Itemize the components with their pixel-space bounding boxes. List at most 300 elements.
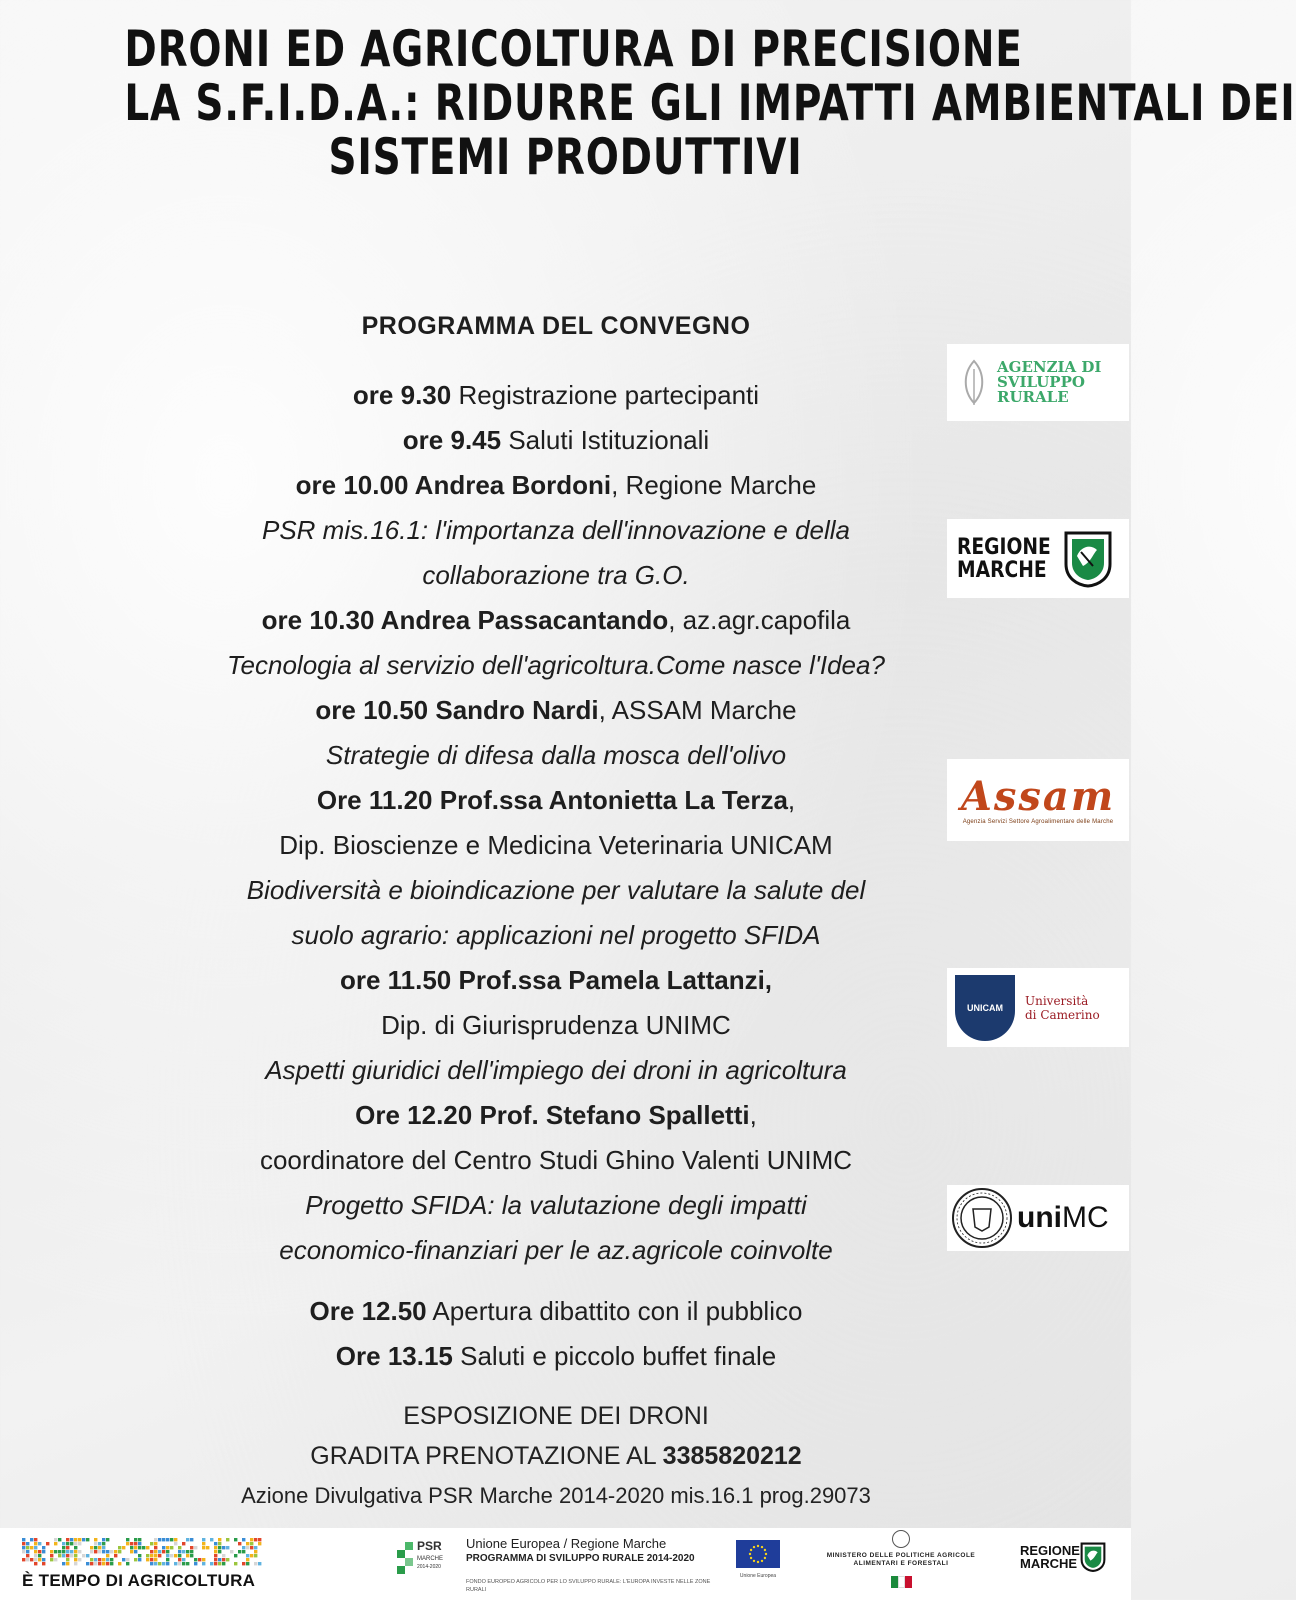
pixel-tile — [110, 1562, 113, 1565]
program-line — [150, 463, 962, 508]
unimc-logo — [947, 1185, 1129, 1251]
pixel-tile — [170, 1554, 173, 1557]
pixel-tile — [214, 1554, 217, 1557]
asr-line-3: RURALE — [997, 388, 1069, 406]
program-line — [150, 373, 962, 418]
pixel-tile — [138, 1546, 141, 1549]
italian-flag-icon — [826, 1576, 976, 1588]
pixel-tile — [74, 1562, 77, 1565]
pixel-tile — [62, 1550, 65, 1553]
program-heading: PROGRAMMA DEL CONVEGNO — [361, 312, 751, 340]
pixel-tile — [214, 1562, 217, 1565]
pixel-tile — [242, 1562, 245, 1565]
pixel-tile — [162, 1546, 165, 1549]
pixel-tile — [54, 1558, 57, 1561]
booking-prefix: GRADITA PRENOTAZIONE AL — [310, 1442, 663, 1470]
pixel-tile — [158, 1550, 161, 1553]
sponsor-strip — [0, 1528, 1131, 1600]
pixel-tile — [62, 1546, 65, 1549]
program-line: Dip. Bioscienze e Medicina Veterinaria UNICAM — [279, 830, 833, 860]
action-text: Azione Divulgativa PSR Marche 2014-2020 mis.16.1 prog.29073 — [241, 1483, 871, 1508]
program-line: collaborazione tra G.O. — [422, 560, 690, 590]
pixel-tile — [210, 1538, 213, 1541]
pixel-tile — [94, 1542, 97, 1545]
pixel-tile — [202, 1562, 205, 1565]
pixel-tile — [46, 1542, 49, 1545]
pixel-tile — [78, 1558, 81, 1561]
pixel-tile — [222, 1558, 225, 1561]
program-line: Strategie di difesa dalla mosca dell'olivo — [325, 740, 787, 770]
pixel-tile — [126, 1558, 129, 1561]
pixel-tile — [242, 1550, 245, 1553]
pixel-tile — [38, 1542, 41, 1545]
pixel-tile — [154, 1554, 157, 1557]
pixel-tile — [254, 1546, 257, 1549]
pixel-tile — [182, 1550, 185, 1553]
pixel-tile — [222, 1554, 225, 1557]
pixel-tile — [138, 1538, 141, 1541]
pixel-tile — [26, 1554, 29, 1557]
pixel-tile — [178, 1562, 181, 1565]
program-detail: , — [749, 1100, 757, 1130]
pixel-tile — [66, 1538, 69, 1541]
program-spacer — [150, 1273, 962, 1289]
pixel-tile — [154, 1550, 157, 1553]
regione-shield-icon — [1063, 530, 1113, 588]
pixel-tile — [242, 1538, 245, 1541]
pixel-tile — [118, 1562, 121, 1565]
pixel-tile — [150, 1554, 153, 1557]
pixel-tile — [130, 1542, 133, 1545]
pixel-tile — [138, 1554, 141, 1557]
ue-line-3: FONDO EUROPEO AGRICOLO PER LO SVILUPPO RURALE: L'EUROPA INVESTE NELLE ZONE RURALI — [466, 1579, 711, 1593]
pixel-tile — [162, 1538, 165, 1541]
pixel-tile — [62, 1562, 65, 1565]
pixel-tile — [54, 1538, 57, 1541]
program-line — [150, 688, 962, 733]
pixel-tile — [226, 1538, 229, 1541]
title-line-1: DRONI ED AGRICOLTURA DI PRECISIONE — [124, 20, 1023, 78]
pixel-tile — [110, 1558, 113, 1561]
pixel-tile — [30, 1546, 33, 1549]
pixel-tile — [246, 1542, 249, 1545]
pixel-tile — [106, 1538, 109, 1541]
pixel-tile — [98, 1550, 101, 1553]
ministero-line-1: MINISTERO DELLE POLITICHE AGRICOLE — [826, 1552, 976, 1559]
pixel-tile — [186, 1550, 189, 1553]
exhibit-text: ESPOSIZIONE DEI DRONI — [403, 1402, 709, 1430]
pixel-tile — [182, 1562, 185, 1565]
pixel-tile — [38, 1558, 41, 1561]
program-detail: , Regione Marche — [611, 470, 817, 500]
pixel-tile — [66, 1558, 69, 1561]
assam-name: Assam — [960, 773, 1116, 820]
pixel-tile — [218, 1538, 221, 1541]
pixel-tile — [50, 1554, 53, 1557]
booking-line — [150, 1436, 962, 1476]
pixel-banner-icon — [22, 1538, 262, 1564]
rm-small-line-2: MARCHE — [1020, 1556, 1078, 1571]
pixel-tile — [142, 1546, 145, 1549]
pixel-tile — [62, 1542, 65, 1545]
pixel-tile — [110, 1550, 113, 1553]
pixel-tile — [154, 1562, 157, 1565]
program-time-speaker: ore 11.50 Prof.ssa Pamela Lattanzi, — [339, 965, 773, 995]
pixel-tile — [102, 1542, 105, 1545]
pixel-tile — [82, 1554, 85, 1557]
pixel-tile — [22, 1542, 25, 1545]
program-time-speaker: Ore 13.15 — [335, 1341, 453, 1371]
pixel-tile — [106, 1562, 109, 1565]
pixel-tile — [214, 1546, 217, 1549]
pixel-tile — [102, 1550, 105, 1553]
pixel-tile — [166, 1558, 169, 1561]
eu-star — [761, 1560, 763, 1562]
pixel-tile — [218, 1546, 221, 1549]
pixel-tile — [26, 1558, 29, 1561]
pixel-tile — [246, 1546, 249, 1549]
program-time-speaker: Ore 12.20 Prof. Stefano Spalletti — [355, 1100, 750, 1130]
rm-line-1: REGIONE — [957, 534, 1051, 560]
eu-star — [764, 1557, 766, 1559]
pixel-tile — [186, 1554, 189, 1557]
pixel-tile — [254, 1562, 257, 1565]
pixel-tile — [42, 1550, 45, 1553]
pixel-tile — [162, 1550, 165, 1553]
pixel-tile — [178, 1554, 181, 1557]
assam-logo — [947, 759, 1129, 841]
pixel-tile — [170, 1538, 173, 1541]
poster-title — [124, 20, 1296, 186]
pixel-tile — [134, 1550, 137, 1553]
pixel-tile — [162, 1562, 165, 1565]
pixel-tile — [202, 1542, 205, 1545]
pixel-tile — [66, 1546, 69, 1549]
regione-marche-logo — [947, 519, 1129, 598]
pixel-tile — [190, 1538, 193, 1541]
pixel-tile — [54, 1550, 57, 1553]
pixel-tile — [114, 1550, 117, 1553]
psr-t2: MARCHE — [417, 1556, 444, 1562]
eu-star — [761, 1546, 763, 1548]
program-detail: , az.agr.capofila — [668, 605, 851, 635]
pixel-tile — [78, 1542, 81, 1545]
program-line — [150, 1334, 962, 1379]
pixel-tile — [158, 1554, 161, 1557]
pixel-tile — [258, 1538, 261, 1541]
ue-line-1: Unione Europea / Regione Marche — [466, 1536, 667, 1551]
pixel-tile — [34, 1542, 37, 1545]
psr-marche-logo — [395, 1530, 457, 1596]
pixel-tile — [178, 1550, 181, 1553]
pixel-tile — [226, 1546, 229, 1549]
ue-line-2: PROGRAMMA DI SVILUPPO RURALE 2014-2020 — [466, 1553, 695, 1564]
pixel-tile — [242, 1546, 245, 1549]
pixel-tile — [74, 1538, 77, 1541]
pixel-tile — [198, 1558, 201, 1561]
pixel-tile — [26, 1550, 29, 1553]
title-line-3: SISTEMI PRODUTTIVI — [328, 128, 803, 186]
pixel-tile — [182, 1542, 185, 1545]
pixel-tile — [254, 1554, 257, 1557]
pixel-tile — [86, 1538, 89, 1541]
rm-line-2: MARCHE — [957, 557, 1047, 583]
regione-shield-small-icon — [1080, 1542, 1106, 1572]
pixel-tile — [174, 1562, 177, 1565]
pixel-tile — [182, 1558, 185, 1561]
pixel-tile — [254, 1550, 257, 1553]
eu-star — [757, 1561, 759, 1563]
psr-t1: PSR — [417, 1539, 442, 1553]
pixel-tile — [246, 1562, 249, 1565]
pixel-tile — [102, 1538, 105, 1541]
eu-flag-icon — [736, 1540, 780, 1568]
program-time-speaker: Ore 11.20 Prof.ssa Antonietta La Terza — [316, 785, 788, 815]
pixel-tile — [210, 1562, 213, 1565]
pixel-tile — [74, 1554, 77, 1557]
pixel-tile — [186, 1562, 189, 1565]
pixel-tile — [82, 1538, 85, 1541]
pixel-tile — [134, 1558, 137, 1561]
pixel-tile — [90, 1546, 93, 1549]
pixel-tile — [138, 1558, 141, 1561]
unimc-wordmark: uniMC — [1017, 1201, 1109, 1234]
pixel-tile — [94, 1558, 97, 1561]
pixel-tile — [206, 1546, 209, 1549]
ministero-line-2: ALIMENTARI E FORESTALI — [853, 1560, 949, 1567]
pixel-tile — [158, 1538, 161, 1541]
pixel-tile — [102, 1546, 105, 1549]
program-line — [150, 418, 962, 463]
asr-line-2: SVILUPPO — [997, 373, 1085, 391]
ue-regione-text — [466, 1536, 726, 1594]
pixel-tile — [154, 1538, 157, 1541]
pixel-tile — [66, 1542, 69, 1545]
program-time-speaker: ore 9.45 — [402, 425, 502, 455]
eu-star — [764, 1549, 766, 1551]
pixel-tile — [194, 1558, 197, 1561]
ministero-logo — [826, 1530, 976, 1588]
pixel-tile — [126, 1538, 129, 1541]
pixel-tile — [86, 1554, 89, 1557]
program-detail: Apertura dibattito con il pubblico — [426, 1296, 803, 1326]
program-line: Aspetti giuridici dell'impiego dei droni in agricoltura — [265, 1055, 847, 1085]
pixel-tile — [30, 1538, 33, 1541]
pixel-tile — [98, 1562, 101, 1565]
program-detail: Registrazione partecipanti — [451, 380, 760, 410]
program-line — [150, 778, 962, 823]
unicam-line-1: Università — [1025, 993, 1089, 1008]
regione-marche-small-logo — [1020, 1542, 1106, 1572]
pixel-tile — [246, 1554, 249, 1557]
pixel-tile — [34, 1562, 37, 1565]
pixel-tile — [222, 1562, 225, 1565]
pixel-tile — [50, 1558, 53, 1561]
pixel-tile — [70, 1538, 73, 1541]
program-line — [150, 958, 962, 1003]
emblem-icon — [892, 1530, 910, 1548]
program-line: coordinatore del Centro Studi Ghino Valenti UNIMC — [259, 1145, 853, 1175]
eu-star — [753, 1560, 755, 1562]
pixel-tile — [146, 1554, 149, 1557]
pixel-tile — [74, 1542, 77, 1545]
pixel-tile — [250, 1554, 253, 1557]
eu-star — [750, 1549, 752, 1551]
pixel-tile — [214, 1558, 217, 1561]
pixel-tile — [250, 1546, 253, 1549]
pixel-tile — [38, 1554, 41, 1557]
pixel-tile — [94, 1550, 97, 1553]
pixel-tile — [202, 1538, 205, 1541]
pixel-tile — [58, 1554, 61, 1557]
pixel-tile — [246, 1558, 249, 1561]
program-line: PSR mis.16.1: l'importanza dell'innovazione e della — [261, 515, 851, 545]
pixel-tile — [126, 1562, 129, 1565]
pixel-tile — [174, 1538, 177, 1541]
tempo-text: È TEMPO DI AGRICOLTURA — [22, 1571, 256, 1590]
pixel-tile — [34, 1538, 37, 1541]
asr-line-1: AGENZIA DI — [997, 358, 1102, 376]
pixel-tile — [90, 1550, 93, 1553]
program-detail: Saluti Istituzionali — [501, 425, 710, 455]
pixel-tile — [62, 1554, 65, 1557]
pixel-tile — [134, 1546, 137, 1549]
pixel-tile — [26, 1546, 29, 1549]
pixel-tile — [58, 1550, 61, 1553]
program-detail: , ASSAM Marche — [598, 695, 797, 725]
tempo-agricoltura-logo — [22, 1538, 272, 1591]
pixel-tile — [42, 1562, 45, 1565]
eu-flag-logo — [736, 1540, 780, 1579]
program-list — [150, 373, 962, 1379]
pixel-tile — [98, 1546, 101, 1549]
eu-star — [757, 1545, 759, 1547]
pixel-tile — [150, 1550, 153, 1553]
program-time-speaker: ore 10.30 Andrea Passacantando — [261, 605, 669, 635]
pixel-tile — [26, 1542, 29, 1545]
pixel-tile — [150, 1562, 153, 1565]
pixel-tile — [122, 1558, 125, 1561]
pixel-tile — [194, 1546, 197, 1549]
pixel-tile — [130, 1550, 133, 1553]
pixel-tile — [66, 1562, 69, 1565]
pixel-tile — [254, 1538, 257, 1541]
pixel-tile — [154, 1546, 157, 1549]
program-time-speaker: ore 10.50 Sandro Nardi — [315, 695, 599, 725]
pixel-tile — [42, 1558, 45, 1561]
program-line — [150, 598, 962, 643]
pixel-tile — [118, 1550, 121, 1553]
pixel-tile — [34, 1558, 37, 1561]
booking-phone: 3385820212 — [662, 1442, 802, 1470]
pixel-tile — [174, 1542, 177, 1545]
pixel-tile — [50, 1550, 53, 1553]
pixel-tile — [126, 1542, 129, 1545]
pixel-tile — [214, 1542, 217, 1545]
pixel-tile — [94, 1538, 97, 1541]
pixel-tile — [122, 1546, 125, 1549]
pixel-tile — [22, 1558, 25, 1561]
pixel-tile — [94, 1546, 97, 1549]
pixel-tile — [250, 1542, 253, 1545]
pixel-tile — [114, 1554, 117, 1557]
unimc-seal-icon — [951, 1187, 1013, 1249]
pixel-tile — [166, 1538, 169, 1541]
pixel-tile — [218, 1542, 221, 1545]
pixel-tile — [134, 1542, 137, 1545]
program-detail: Saluti e piccolo buffet finale — [452, 1341, 777, 1371]
pixel-tile — [218, 1558, 221, 1561]
leaf-icon — [959, 359, 989, 407]
pixel-tile — [258, 1562, 261, 1565]
program-detail: , — [787, 785, 796, 815]
pixel-tile — [34, 1554, 37, 1557]
rm-small-line-1: REGIONE — [1020, 1543, 1080, 1558]
pixel-tile — [74, 1550, 77, 1553]
pixel-tile — [218, 1550, 221, 1553]
pixel-tile — [174, 1554, 177, 1557]
title-line-2: LA S.F.I.D.A.: RIDURRE GLI IMPATTI AMBIENTALI DEI — [124, 74, 1296, 132]
pixel-tile — [234, 1538, 237, 1541]
program-time-speaker: ore 10.00 Andrea Bordoni — [295, 470, 612, 500]
pixel-tile — [38, 1550, 41, 1553]
pixel-tile — [202, 1558, 205, 1561]
pixel-tile — [234, 1554, 237, 1557]
pixel-tile — [178, 1546, 181, 1549]
program-time-speaker: Ore 12.50 — [309, 1296, 427, 1326]
pixel-tile — [226, 1558, 229, 1561]
program-line — [150, 1093, 962, 1138]
pixel-tile — [158, 1562, 161, 1565]
program-time-speaker: ore 9.30 — [352, 380, 452, 410]
unicam-logo — [947, 968, 1129, 1047]
pixel-tile — [146, 1558, 149, 1561]
pixel-tile — [54, 1542, 57, 1545]
pixel-tile — [106, 1554, 109, 1557]
pixel-tile — [234, 1562, 237, 1565]
pixel-tile — [22, 1550, 25, 1553]
pixel-tile — [102, 1558, 105, 1561]
pixel-tile — [190, 1554, 193, 1557]
pixel-tile — [150, 1542, 153, 1545]
eu-star — [765, 1553, 767, 1555]
pixel-tile — [218, 1562, 221, 1565]
event-info — [150, 1396, 962, 1516]
pixel-tile — [170, 1546, 173, 1549]
pixel-tile — [150, 1558, 153, 1561]
program-line: Dip. di Giurisprudenza UNIMC — [381, 1010, 731, 1040]
pixel-tile — [42, 1546, 45, 1549]
pixel-tile — [74, 1558, 77, 1561]
pixel-tile — [238, 1550, 241, 1553]
pixel-tile — [154, 1558, 157, 1561]
pixel-tile — [258, 1542, 261, 1545]
eu-star — [753, 1546, 755, 1548]
pixel-tile — [34, 1546, 37, 1549]
unicam-shield-icon: UNICAM — [955, 975, 1015, 1041]
pixel-tile — [138, 1542, 141, 1545]
pixel-tile — [78, 1550, 81, 1553]
pixel-tile — [134, 1538, 137, 1541]
pixel-tile — [78, 1538, 81, 1541]
pixel-tile — [22, 1538, 25, 1541]
pixel-tile — [202, 1546, 205, 1549]
pixel-tile — [102, 1562, 105, 1565]
pixel-tile — [186, 1538, 189, 1541]
pixel-tile — [190, 1546, 193, 1549]
pixel-tile — [106, 1550, 109, 1553]
pixel-tile — [98, 1558, 101, 1561]
